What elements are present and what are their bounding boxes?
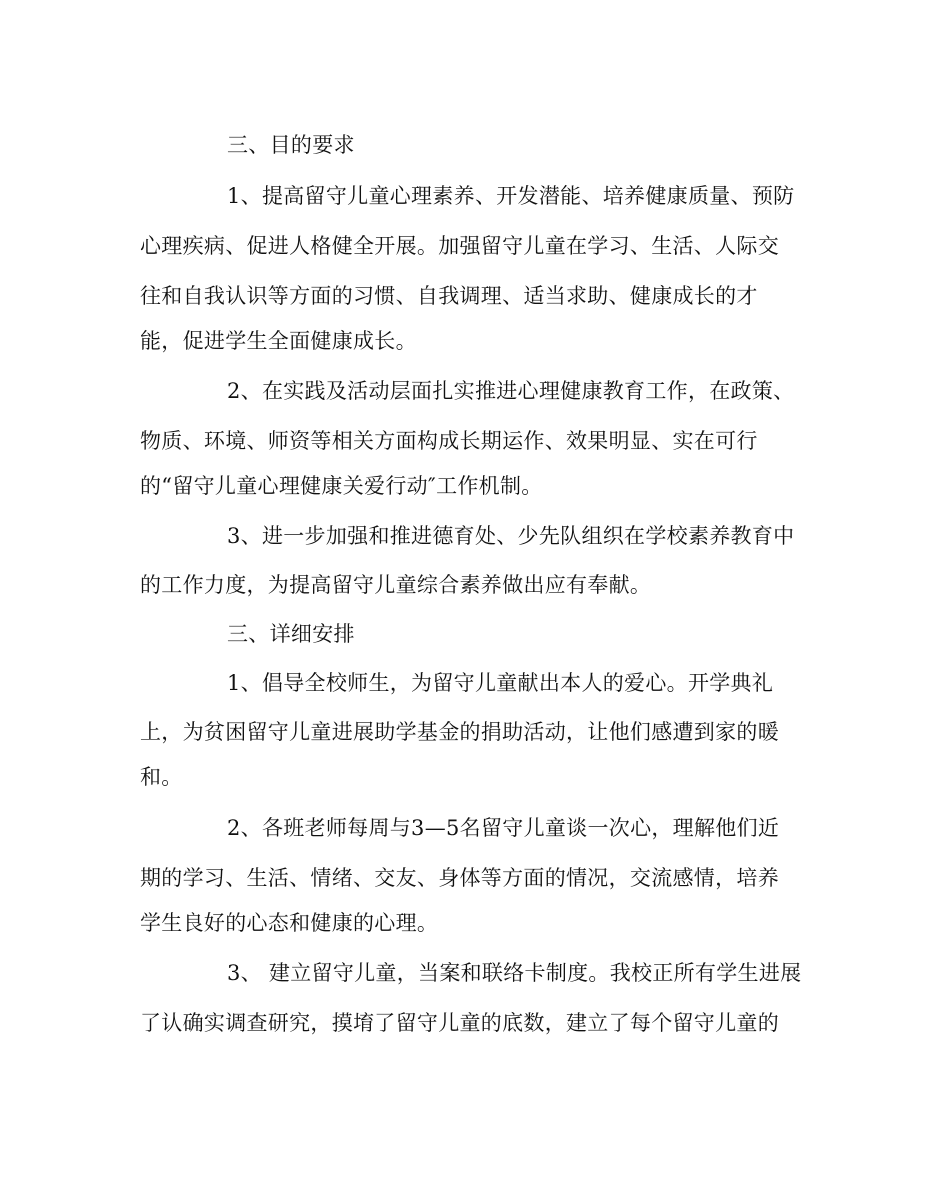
paragraph-line: 能，促进学生全面健康成长。 <box>140 329 417 353</box>
paragraph-line: 2、在实践及活动层面扎实推进心理健康教育工作，在政策、 <box>227 379 795 403</box>
section-heading-arrangement: 三、详细安排 <box>227 622 355 646</box>
paragraph-line: 3、 建立留守儿童，当案和联络卡制度。我校正所有学生进展 <box>227 961 802 985</box>
paragraph-line: 心理疾病、促进人格健全开展。加强留守儿童在学习、生活、人际交 <box>140 234 779 258</box>
paragraph-line: 和。 <box>140 765 183 789</box>
section-heading-goals: 三、目的要求 <box>227 133 355 157</box>
paragraph-line: 上，为贫困留守儿童进展助学基金的捐助活动，让他们感遭到家的暖 <box>140 720 779 744</box>
paragraph-line: 学生良好的心态和健康的心理。 <box>140 911 439 935</box>
paragraph-line: 1、倡导全校师生，为留守儿童献出本人的爱心。开学典礼 <box>227 671 774 695</box>
paragraph-line: 3、进一步加强和推进德育处、少先队组织在学校素养教育中 <box>227 524 795 548</box>
paragraph-line: 期的学习、生活、情绪、交友、身体等方面的情况，交流感情，培养 <box>140 866 779 890</box>
paragraph-line: 1、提高留守儿童心理素养、开发潜能、培养健康质量、预防 <box>227 184 795 208</box>
paragraph-line: 2、各班老师每周与3—5名留守儿童谈一次心，理解他们近 <box>227 816 780 840</box>
paragraph-line: 的工作力度，为提高留守儿童综合素养做出应有奉献。 <box>140 573 652 597</box>
paragraph-line: 了认确实调查研究，摸堉了留守儿童的底数，建立了每个留守儿童的 <box>140 1011 779 1035</box>
paragraph-line: 的“留守儿童心理健康关爱行动″工作机制。 <box>140 474 543 498</box>
paragraph-line: 物质、环境、师资等相关方面构成长期运作、效果明显、实在可行 <box>140 429 758 453</box>
paragraph-line: 往和自我认识等方面的习惯、自我调理、适当求助、健康成长的才 <box>140 284 758 308</box>
